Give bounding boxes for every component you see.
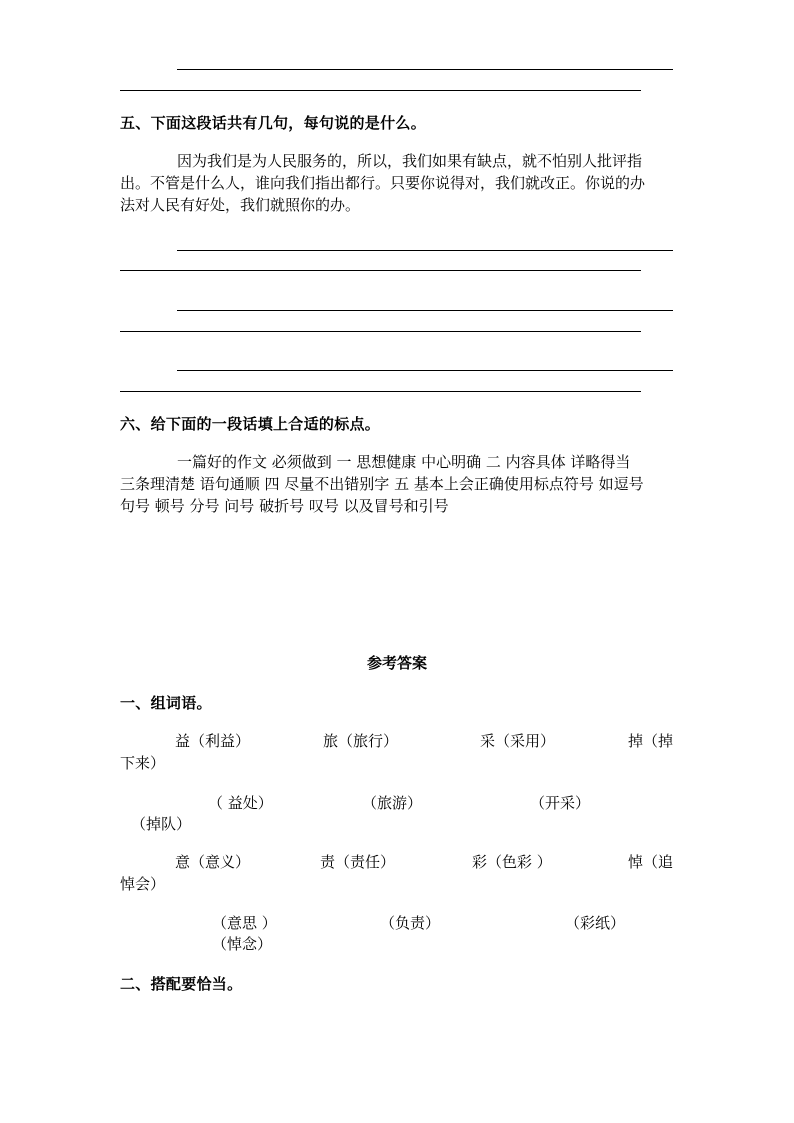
answer-line — [120, 391, 641, 392]
section5-heading: 五、下面这段话共有几句，每句说的是什么。 — [120, 114, 427, 132]
answer-item: 采（采用） — [480, 732, 556, 750]
paragraph-line: 一篇好的作文 必须做到 一 思想健康 中心明确 二 内容具体 详略得当 — [177, 453, 631, 471]
answer-line — [177, 250, 673, 251]
answers-title: 参考答案 — [366, 654, 427, 672]
answer-item: （旅游） — [362, 794, 423, 812]
answer-item: （意思 ） — [212, 914, 277, 932]
answer-item: （ 益处） — [208, 794, 273, 812]
section5-paragraph — [120, 150, 676, 216]
answer-line — [120, 270, 641, 271]
answer-line — [177, 310, 673, 311]
answer-line — [120, 331, 641, 332]
answers-q2-heading: 二、搭配要恰当。 — [120, 975, 243, 993]
answer-item: （悼念） — [212, 935, 273, 953]
answer-line — [177, 69, 673, 70]
paragraph-line: 出。不管是什么人，谁向我们指出都行。只要你说得对，我们就改正。你说的办 — [120, 174, 646, 192]
answer-item: 彩（色彩 ） — [472, 853, 552, 871]
answer-line — [120, 90, 641, 91]
answer-item: 下来） — [120, 754, 166, 772]
answers-q1-heading: 一、组词语。 — [120, 694, 212, 712]
answer-item: （开采） — [530, 794, 591, 812]
answer-item: （彩纸） — [565, 914, 626, 932]
section6-heading: 六、给下面的一段话填上合适的标点。 — [120, 415, 381, 433]
paragraph-line: 法对人民有好处，我们就照你的办。 — [120, 196, 361, 214]
section6-paragraph — [120, 451, 676, 517]
answer-item: 意（意义） — [175, 853, 251, 871]
answer-item: 掉（掉 — [628, 732, 674, 750]
answer-line — [177, 370, 673, 371]
answer-item: 悼（追 — [628, 853, 674, 871]
answer-item: （负责） — [380, 914, 441, 932]
answer-item: 旅（旅行） — [323, 732, 399, 750]
answer-item: 责（责任） — [320, 853, 396, 871]
paragraph-line: 句号 顿号 分号 问号 破折号 叹号 以及冒号和引号 — [120, 497, 449, 515]
answer-item: 悼会） — [120, 875, 166, 893]
paragraph-line: 因为我们是为人民服务的，所以，我们如果有缺点，就不怕别人批评指 — [177, 152, 643, 170]
answer-item: 益（利益） — [175, 732, 251, 750]
paragraph-line: 三条理清楚 语句通顺 四 尽量不出错别字 五 基本上会正确使用标点符号 如逗号 — [120, 475, 644, 493]
answer-item: （掉队） — [131, 815, 192, 833]
